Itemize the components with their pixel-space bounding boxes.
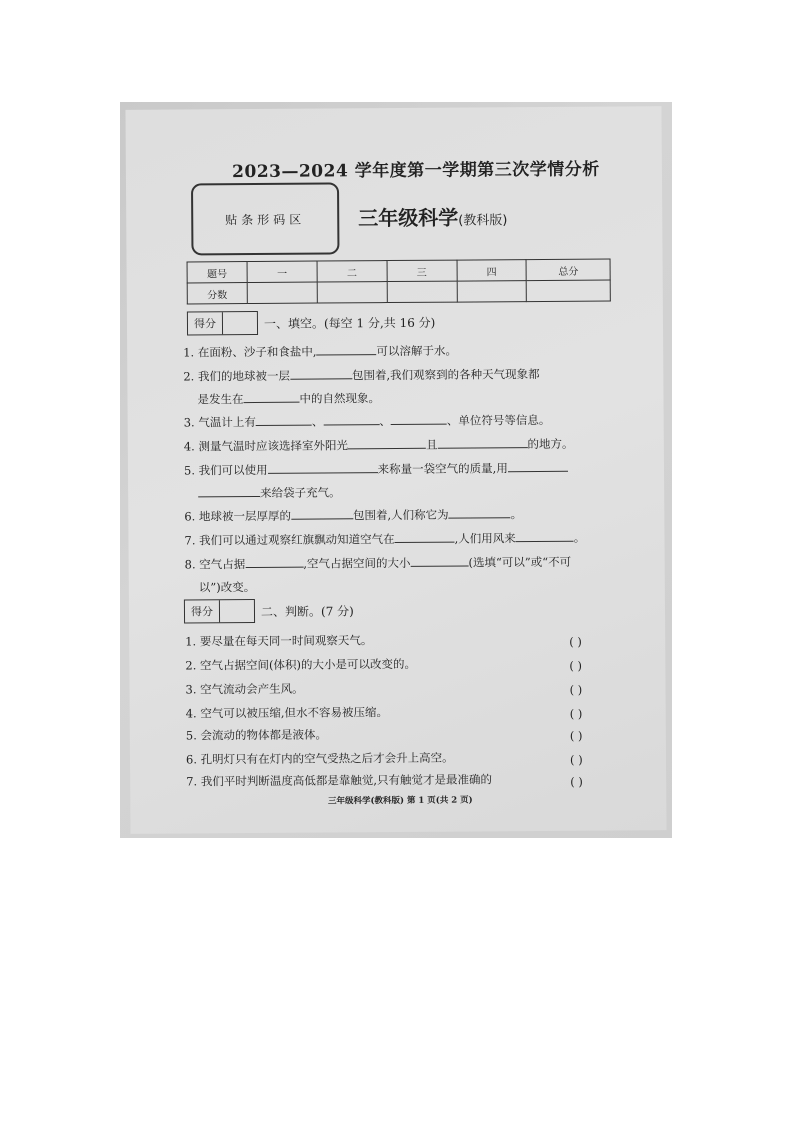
question-text: 包围着,人们称它为 bbox=[352, 507, 449, 523]
question-text: 4. 测量气温时应该选择室外阳光 bbox=[183, 438, 349, 454]
answer-blank[interactable] bbox=[323, 411, 379, 425]
section1-header bbox=[187, 310, 436, 336]
answer-blank[interactable] bbox=[316, 341, 376, 355]
question-text: 5. 我们可以使用 bbox=[183, 462, 268, 478]
section1-title: 一、填空。(每空 1 分,共 16 分) bbox=[263, 315, 436, 331]
question-text: 、 bbox=[311, 414, 324, 429]
question-text: 6. 地球被一层厚厚的 bbox=[184, 508, 292, 524]
score-table-cell: 二 bbox=[317, 261, 387, 282]
score-field[interactable] bbox=[247, 282, 317, 303]
section1-score-field[interactable] bbox=[223, 312, 257, 334]
judgment-item: 5. 会流动的物体都是液体。 bbox=[185, 727, 328, 743]
question-text: 来给袋子充气。 bbox=[260, 485, 341, 500]
section2-score-field[interactable] bbox=[220, 600, 254, 622]
answer-blank[interactable] bbox=[243, 389, 299, 403]
question-text: ,人们用风来 bbox=[454, 531, 516, 546]
question-2 bbox=[183, 362, 613, 411]
judgment-item: 2. 空气占据空间(体积)的大小是可以改变的。 bbox=[185, 656, 417, 673]
answer-blank[interactable] bbox=[245, 554, 303, 568]
answer-blank[interactable] bbox=[291, 505, 353, 519]
answer-blank[interactable] bbox=[449, 504, 511, 518]
section2-title: 二、判断。(7 分) bbox=[260, 603, 354, 619]
question-8 bbox=[185, 550, 615, 599]
question-text: 是发生在 bbox=[197, 392, 244, 407]
subject-name: 三年级科学 bbox=[358, 205, 459, 231]
question-text: 、单位符号等信息。 bbox=[446, 412, 551, 428]
judgment-item: 1. 要尽量在每天同一时间观察天气。 bbox=[185, 633, 373, 649]
answer-paren[interactable]: ( ) bbox=[569, 706, 583, 721]
question-5 bbox=[184, 456, 614, 505]
section1-score-label: 得分 bbox=[188, 312, 223, 334]
score-table-cell: 题号 bbox=[187, 262, 247, 283]
question-7 bbox=[184, 526, 614, 552]
answer-paren[interactable]: ( ) bbox=[569, 682, 583, 697]
answer-blank[interactable] bbox=[256, 412, 312, 426]
question-text: 、 bbox=[379, 414, 391, 429]
answer-blank[interactable] bbox=[437, 434, 527, 449]
question-text: 8. 空气占据 bbox=[184, 557, 246, 572]
score-table bbox=[187, 258, 611, 304]
judgment-item: 4. 空气可以被压缩,但水不容易被压缩。 bbox=[185, 705, 389, 721]
page-footer: 三年级科学(教科版) 第 1 页(共 2 页) bbox=[327, 795, 473, 807]
answer-paren[interactable]: ( ) bbox=[569, 634, 582, 649]
judgment-item: 7. 我们平时判断温度高低都是靠触觉,只有触觉才是最准确的 bbox=[186, 772, 492, 789]
subject-title bbox=[358, 201, 507, 231]
question-1 bbox=[183, 338, 613, 364]
score-table-score-row bbox=[187, 280, 610, 304]
section2-header bbox=[184, 598, 354, 623]
score-field[interactable] bbox=[317, 282, 387, 303]
question-text: 7. 我们可以通过观察红旗飘动知道空气在 bbox=[184, 532, 395, 548]
score-field[interactable] bbox=[457, 281, 527, 302]
score-table-cell: 四 bbox=[457, 260, 527, 281]
answer-blank[interactable] bbox=[348, 435, 426, 450]
question-text: 3. 气温计上有 bbox=[183, 414, 256, 430]
question-text: 来称量一袋空气的质量,用 bbox=[377, 461, 508, 477]
scanned-photo bbox=[120, 102, 672, 838]
score-table-cell: 分数 bbox=[187, 283, 247, 304]
question-4 bbox=[184, 432, 614, 458]
question-text: 。 bbox=[510, 507, 523, 522]
answer-blank[interactable] bbox=[198, 483, 260, 497]
answer-blank[interactable] bbox=[395, 529, 455, 543]
question-text: 2. 我们的地球被一层 bbox=[183, 368, 291, 384]
answer-paren[interactable]: ( ) bbox=[570, 774, 583, 789]
barcode-area: 贴条形码区 bbox=[191, 182, 339, 255]
section1-score-box bbox=[187, 311, 258, 335]
answer-paren[interactable]: ( ) bbox=[569, 728, 583, 743]
score-field[interactable] bbox=[527, 280, 611, 302]
score-table-cell: 三 bbox=[387, 260, 457, 281]
answer-blank[interactable] bbox=[516, 528, 574, 542]
exam-paper bbox=[125, 106, 666, 834]
score-table-cell: 一 bbox=[247, 261, 317, 282]
question-text: 可以溶解于水。 bbox=[376, 343, 458, 359]
score-table-header-row bbox=[187, 259, 610, 283]
answer-blank[interactable] bbox=[391, 411, 447, 425]
edition-label: (教科版) bbox=[458, 213, 508, 229]
answer-blank[interactable] bbox=[268, 459, 378, 474]
judgment-item: 3. 空气流动会产生风。 bbox=[185, 681, 304, 697]
question-text: 中的自然现象。 bbox=[299, 391, 381, 406]
judgment-item: 6. 孔明灯只有在灯内的空气受热之后才会升上高空。 bbox=[185, 750, 454, 767]
section2-score-box bbox=[184, 599, 255, 623]
question-3 bbox=[184, 408, 614, 434]
exam-title: 2023—2024 学年度第一学期第三次学情分析 bbox=[232, 159, 600, 183]
answer-paren[interactable]: ( ) bbox=[569, 752, 583, 767]
question-text: 的地方。 bbox=[527, 436, 574, 452]
score-field[interactable] bbox=[387, 281, 457, 302]
question-text: 且 bbox=[425, 437, 438, 452]
section2-score-label: 得分 bbox=[185, 600, 220, 622]
answer-blank[interactable] bbox=[290, 365, 352, 379]
question-text: 包围着,我们观察到的各种天气现象都 bbox=[351, 366, 540, 383]
question-6 bbox=[184, 502, 614, 528]
answer-blank[interactable] bbox=[410, 552, 468, 566]
question-text: (选填“可以”或“不可 bbox=[468, 554, 572, 570]
question-text: 1. 在面粉、沙子和食盐中, bbox=[183, 344, 317, 360]
question-text: 。 bbox=[573, 530, 586, 545]
question-text: ,空气占据空间的大小 bbox=[303, 555, 411, 571]
question-text: 以”)改变。 bbox=[198, 579, 256, 595]
score-table-cell: 总分 bbox=[526, 259, 610, 281]
answer-paren[interactable]: ( ) bbox=[569, 658, 583, 673]
answer-blank[interactable] bbox=[508, 458, 568, 472]
